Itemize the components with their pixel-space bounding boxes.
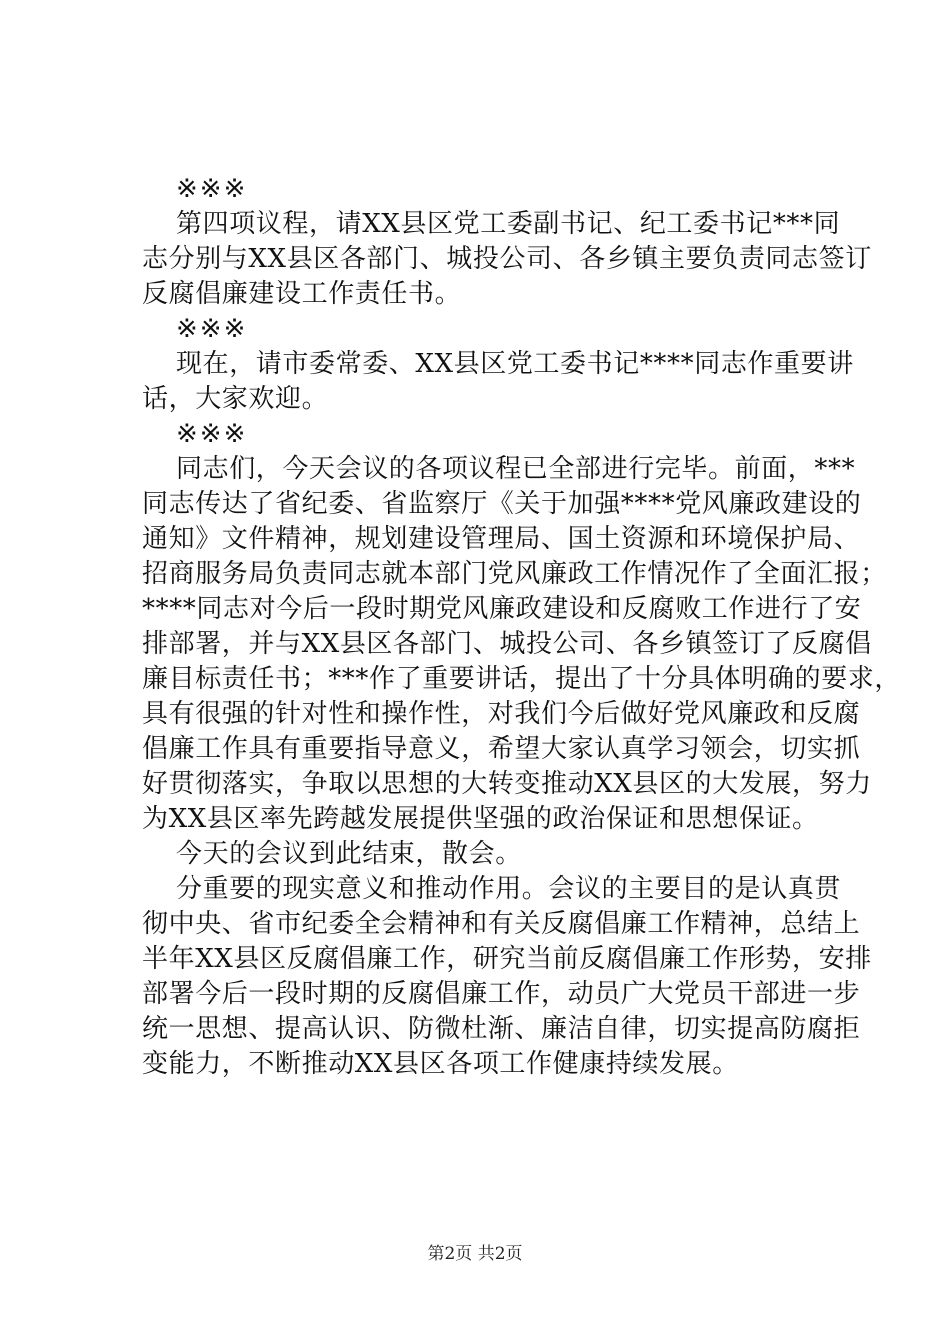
page-number-footer: 第2页 共2页 [427,1244,523,1264]
section-separator: ※※※ [176,419,248,449]
paragraph-line: 志分别与XX县区各部门、城投公司、各乡镇主要负责同志签订 [142,244,872,274]
paragraph-line: 反腐倡廉建设工作责任书。 [142,279,462,309]
section-separator: ※※※ [176,174,248,204]
paragraph-line: 通知》文件精神，规划建设管理局、国土资源和环境保护局、 [142,524,861,554]
paragraph-line: 第四项议程，请XX县区党工委副书记、纪工委书记***同 [176,209,841,239]
paragraph-line: 话，大家欢迎。 [142,384,329,414]
paragraph-line: 好贯彻落实，争取以思想的大转变推动XX县区的大发展，努力 [142,769,872,799]
paragraph-line: 分重要的现实意义和推动作用。会议的主要目的是认真贯 [176,874,842,904]
paragraph-line: 部署今后一段时期的反腐倡廉工作，动员广大党员干部进一步 [142,979,861,1009]
paragraph-line: 统一思想、提高认识、防微杜渐、廉洁自律，切实提高防腐拒 [142,1014,861,1044]
section-separator: ※※※ [176,314,248,344]
paragraph-line: 变能力，不断推动XX县区各项工作健康持续发展。 [142,1049,739,1079]
paragraph-line: 廉目标责任书；***作了重要讲话，提出了十分具体明确的要求， [142,664,902,694]
paragraph-line: 排部署，并与XX县区各部门、城投公司、各乡镇签订了反腐倡 [142,629,872,659]
paragraph-line: 具有很强的针对性和操作性，对我们今后做好党风廉政和反腐 [142,699,861,729]
paragraph-line: ****同志对今后一段时期党风廉政建设和反腐败工作进行了安 [142,594,862,624]
paragraph-line: 同志们，今天会议的各项议程已全部进行完毕。前面，*** [176,454,856,484]
paragraph-line: 现在，请市委常委、XX县区党工委书记****同志作重要讲 [176,349,854,379]
document-body [142,172,902,1082]
paragraph-line: 为XX县区率先跨越发展提供坚强的政治保证和思想保证。 [142,804,819,834]
paragraph-line: 彻中央、省市纪委全会精神和有关反腐倡廉工作精神，总结上 [142,909,861,939]
paragraph-line: 倡廉工作具有重要指导意义，希望大家认真学习领会，切实抓 [142,734,861,764]
paragraph-line: 招商服务局负责同志就本部门党风廉政工作情况作了全面汇报； [142,559,887,589]
paragraph-line: 同志传达了省纪委、省监察厅《关于加强****党风廉政建设的 [142,489,862,519]
paragraph-line: 今天的会议到此结束，散会。 [176,839,522,869]
paragraph-line: 半年XX县区反腐倡廉工作，研究当前反腐倡廉工作形势，安排 [142,944,872,974]
